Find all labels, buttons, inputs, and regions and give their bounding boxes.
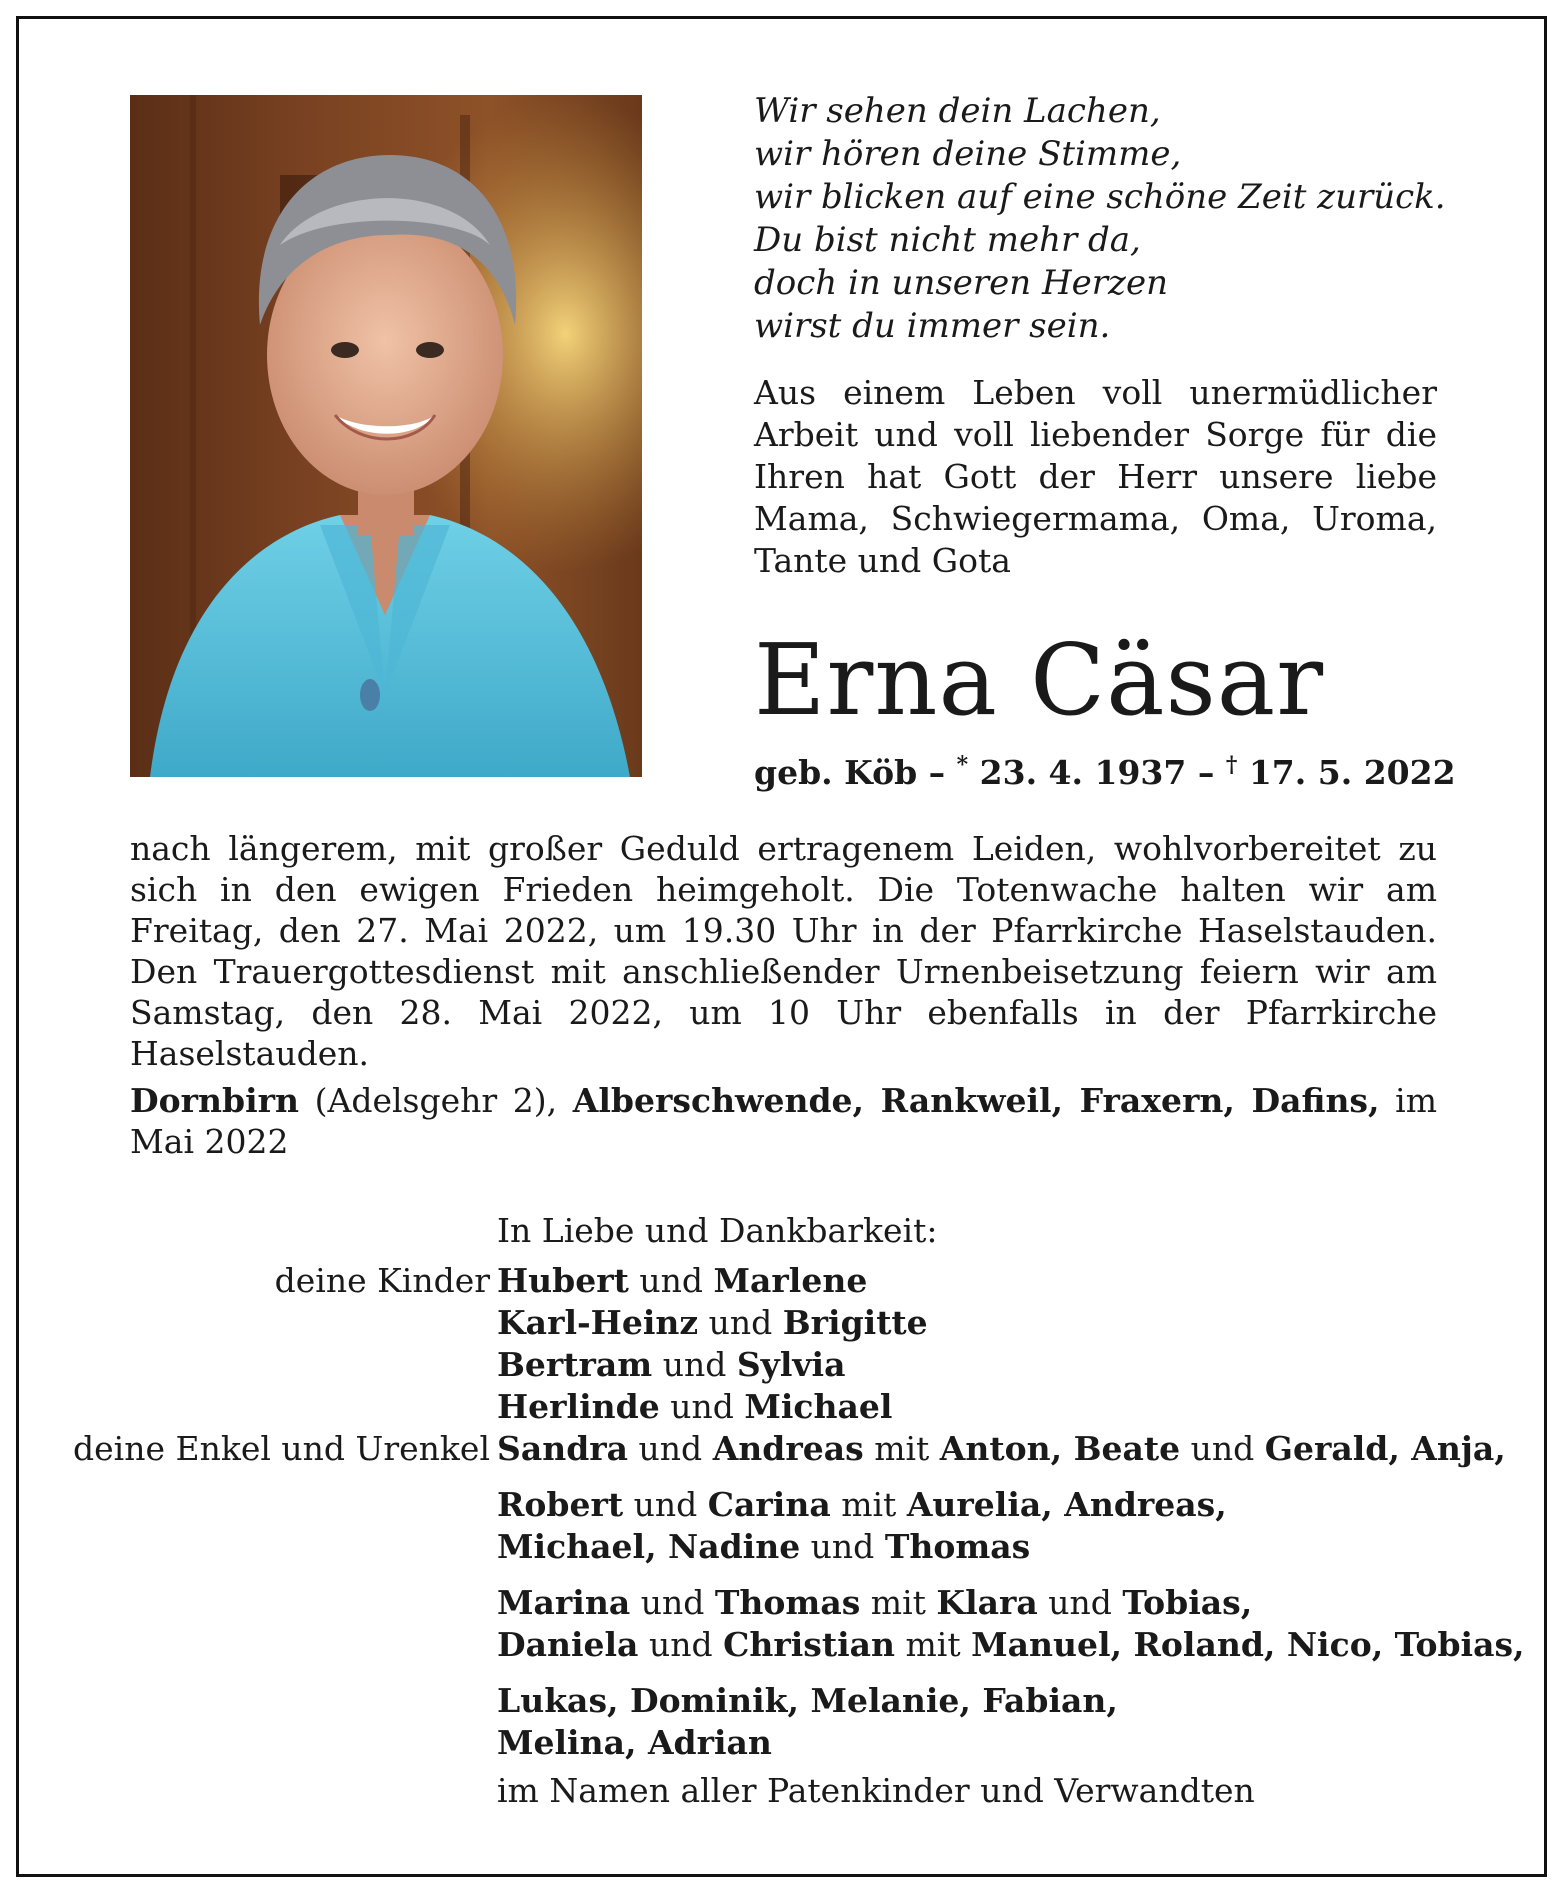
signature-line: [497, 1344, 845, 1385]
family-name: Melina, Adrian: [497, 1723, 772, 1762]
place-date: im Mai 2022: [130, 1081, 1437, 1161]
family-name: Klara: [936, 1583, 1038, 1622]
family-name: Robert: [497, 1485, 624, 1524]
connector-text: und: [698, 1303, 783, 1342]
connector-text: und: [630, 1583, 715, 1622]
death-date: 17. 5. 2022: [1237, 753, 1456, 792]
poem-line: wir blicken auf eine schöne Zeit zurück.: [754, 177, 1446, 217]
signature-line: [497, 1428, 1506, 1469]
born-name: geb. Köb –: [754, 753, 946, 792]
signature-line: [497, 1680, 1118, 1721]
signature-line: [497, 1260, 867, 1301]
family-name: Bertram: [497, 1345, 653, 1384]
family-name: Daniela: [497, 1625, 639, 1664]
signature-line: [497, 1484, 1227, 1525]
life-dates: [754, 744, 1456, 794]
family-name: Brigitte: [782, 1303, 928, 1342]
family-name: Herlinde: [497, 1387, 660, 1426]
connector-text: und: [623, 1485, 708, 1524]
grandchildren-label: deine Enkel und Urenkel: [73, 1429, 490, 1468]
poem-line: Du bist nicht mehr da,: [754, 220, 1141, 260]
connector-text: und: [659, 1387, 745, 1426]
family-name: Manuel, Roland, Nico, Tobias,: [971, 1625, 1525, 1664]
family-name: Michael, Nadine: [497, 1527, 801, 1566]
connector-text: und: [1180, 1429, 1265, 1468]
signature-line: [497, 1624, 1525, 1665]
family-name: Gerald, Anja,: [1264, 1429, 1506, 1468]
birth-date: 23. 4. 1937 –: [968, 753, 1215, 792]
connector-text: und: [628, 1429, 713, 1468]
connector-text: und: [628, 1261, 714, 1300]
poem-line: wirst du immer sein.: [754, 306, 1111, 346]
connector-text: und: [800, 1527, 885, 1566]
death-symbol: †: [1225, 752, 1238, 778]
connector-text: und: [638, 1625, 724, 1664]
birth-symbol: *: [956, 752, 969, 778]
family-name: Tobias,: [1122, 1583, 1253, 1622]
family-name: Hubert: [497, 1261, 629, 1300]
family-name: Thomas: [714, 1583, 861, 1622]
family-name: Sandra: [497, 1429, 629, 1468]
family-name: Andreas: [712, 1429, 864, 1468]
signature-line: [497, 1722, 772, 1763]
connector-text: mit: [895, 1625, 972, 1664]
deceased-name: Erna Cäsar: [754, 624, 1325, 738]
connector-text: mit: [863, 1429, 940, 1468]
poem-line: Wir sehen dein Lachen,: [754, 91, 1161, 131]
family-name: Marina: [497, 1583, 631, 1622]
poem: [754, 90, 1454, 348]
signature-line: [497, 1582, 1252, 1623]
portrait-photo: [130, 95, 642, 777]
family-name: Anton, Beate: [939, 1429, 1181, 1468]
funeral-details: nach längerem, mit großer Geduld ertragenem Leiden, wohlvorbereitet zu sich in den ewigen Frieden heimgeholt. Die Totenwache halten wir am Freitag, den 27. Mai 2022, um 19.30 Uhr in der Pfarrkirche Haselstauden. Den Trauergottesdienst mit anschließender Urnenbeisetzung feiern wir am Samstag, den 28. Mai 2022, um 10 Uhr ebenfalls in der Pfarrkirche Haselstauden.: [130, 829, 1437, 1073]
signature-heading: In Liebe und Dankbarkeit:: [497, 1211, 938, 1250]
signature-closing: im Namen aller Patenkinder und Verwandten: [497, 1771, 1255, 1810]
place-towns: Alberschwende, Rankweil, Fraxern, Dafins,: [572, 1081, 1380, 1120]
family-name: Michael: [744, 1387, 893, 1426]
family-name: Aurelia, Andreas,: [906, 1485, 1227, 1524]
signature-line: [497, 1302, 928, 1343]
family-name: Thomas: [884, 1527, 1031, 1566]
family-name: Karl-Heinz: [497, 1303, 699, 1342]
children-label: deine Kinder: [274, 1261, 490, 1300]
family-name: Sylvia: [736, 1345, 846, 1384]
family-name: Christian: [723, 1625, 895, 1664]
connector-text: mit: [860, 1583, 937, 1622]
connector-text: und: [652, 1345, 737, 1384]
place-and-date: [130, 1080, 1437, 1162]
connector-text: mit: [830, 1485, 907, 1524]
intro-paragraph: Aus einem Leben voll unermüdlicher Arbeit und voll liebender Sorge für die Ihren hat Gott der Herr unsere liebe Mama, Schwiegermama, Oma, Uroma, Tante und Gota: [754, 373, 1437, 580]
poem-line: wir hören deine Stimme,: [754, 134, 1182, 174]
place-address: (Adelsgehr 2),: [299, 1081, 573, 1120]
family-name: Lukas, Dominik, Melanie, Fabian,: [497, 1681, 1118, 1720]
poem-line: doch in unseren Herzen: [754, 263, 1168, 303]
signature-line: [497, 1386, 892, 1427]
family-name: Marlene: [713, 1261, 868, 1300]
place-city: Dornbirn: [130, 1081, 299, 1120]
signature-line: [497, 1526, 1030, 1567]
family-name: Carina: [707, 1485, 831, 1524]
connector-text: und: [1037, 1583, 1123, 1622]
